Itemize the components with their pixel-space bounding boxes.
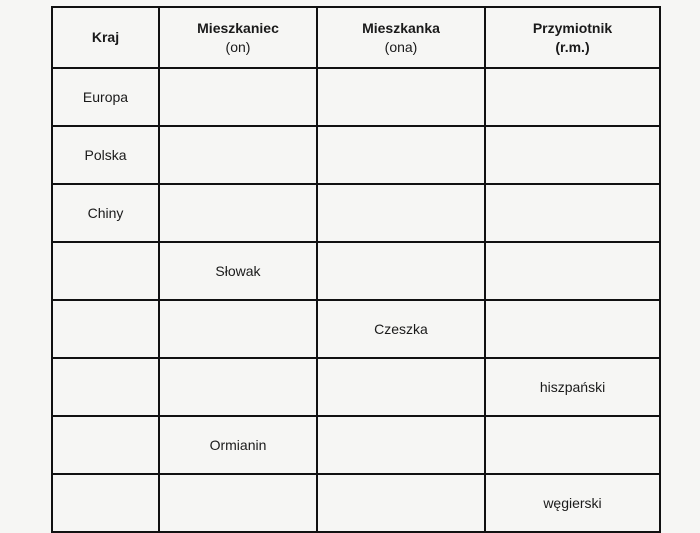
table-cell[interactable]: Polska	[52, 126, 159, 184]
table-cell[interactable]: Czeszka	[317, 300, 485, 358]
table-row	[52, 416, 660, 474]
header-kraj-label: Kraj	[91, 29, 120, 45]
table-row	[52, 474, 660, 532]
table-cell[interactable]	[52, 474, 159, 532]
header-mieszkaniec-sub: (on)	[225, 38, 251, 55]
table-cell[interactable]	[317, 474, 485, 532]
table-cell[interactable]: Europa	[52, 68, 159, 126]
table-cell[interactable]	[485, 68, 660, 126]
table-cell[interactable]: węgierski	[485, 474, 660, 532]
table-row	[52, 126, 660, 184]
header-mieszkaniec-label: Mieszkaniec	[197, 19, 279, 36]
nationality-table	[51, 6, 661, 533]
table-row	[52, 300, 660, 358]
header-row	[52, 7, 660, 68]
table-row	[52, 358, 660, 416]
table-cell[interactable]	[317, 416, 485, 474]
table-cell[interactable]	[485, 126, 660, 184]
table-cell[interactable]	[485, 184, 660, 242]
table-row	[52, 242, 660, 300]
table-cell[interactable]	[317, 126, 485, 184]
header-mieszkanka	[317, 7, 485, 68]
table-cell[interactable]	[52, 416, 159, 474]
table-cell[interactable]: Chiny	[52, 184, 159, 242]
table-cell[interactable]	[52, 300, 159, 358]
table-cell[interactable]	[159, 184, 317, 242]
table-cell[interactable]	[485, 416, 660, 474]
table-row	[52, 68, 660, 126]
header-przymiotnik-label: Przymiotnik	[532, 19, 613, 36]
worksheet	[51, 6, 661, 533]
table-cell[interactable]: Ormianin	[159, 416, 317, 474]
table-cell[interactable]	[317, 242, 485, 300]
table-cell[interactable]	[159, 126, 317, 184]
table-row	[52, 184, 660, 242]
table-cell[interactable]	[159, 68, 317, 126]
table-cell[interactable]	[159, 474, 317, 532]
table-cell[interactable]	[485, 300, 660, 358]
table-cell[interactable]	[317, 184, 485, 242]
header-przymiotnik	[485, 7, 660, 68]
header-kraj	[52, 7, 159, 68]
header-mieszkaniec	[159, 7, 317, 68]
table-cell[interactable]	[52, 242, 159, 300]
header-przymiotnik-sub: (r.m.)	[555, 38, 590, 55]
table-cell[interactable]: Słowak	[159, 242, 317, 300]
table-cell[interactable]	[317, 358, 485, 416]
header-mieszkanka-sub: (ona)	[384, 38, 418, 55]
header-mieszkanka-label: Mieszkanka	[362, 19, 440, 36]
table-cell[interactable]	[159, 300, 317, 358]
table-cell[interactable]	[317, 68, 485, 126]
table-cell[interactable]	[52, 358, 159, 416]
table-cell[interactable]	[159, 358, 317, 416]
table-cell[interactable]	[485, 242, 660, 300]
table-cell[interactable]: hiszpański	[485, 358, 660, 416]
